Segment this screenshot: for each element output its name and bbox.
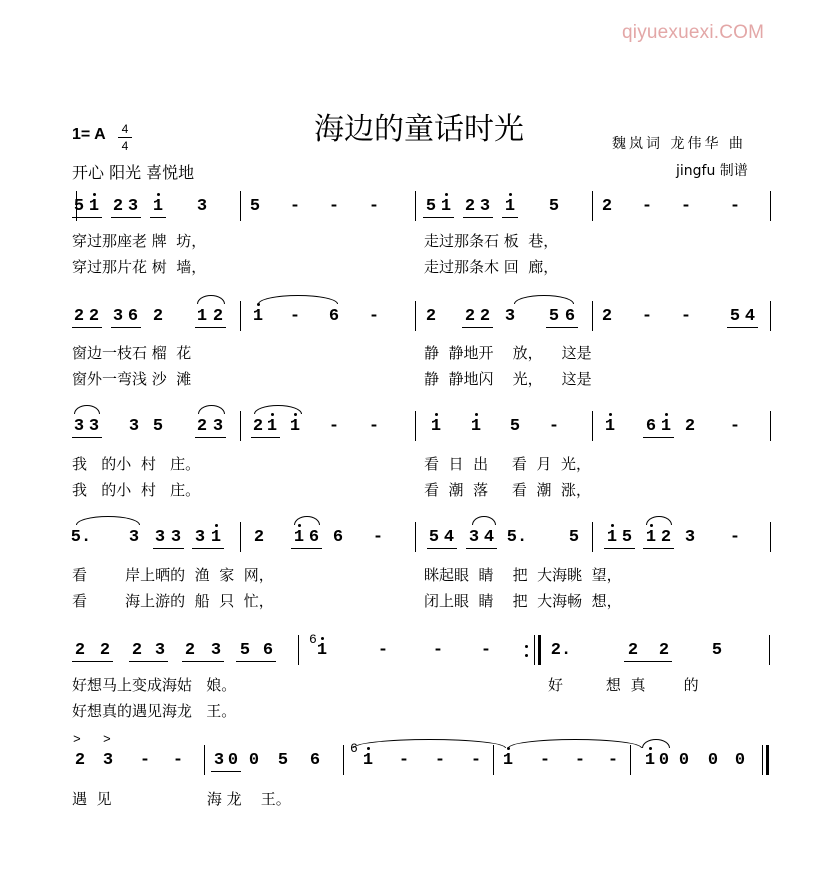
note: 0 xyxy=(248,751,260,770)
tie-slur xyxy=(198,405,225,414)
lyric-line: 看 日 出 看 月 光， xyxy=(424,455,591,473)
final-bar-line xyxy=(766,745,769,775)
bar-line xyxy=(240,301,241,331)
note: 5 xyxy=(239,641,251,660)
beam-underline xyxy=(423,217,454,218)
lyric-line: 窗边一枝石 榴 花 xyxy=(72,344,192,362)
sustain-dash: - xyxy=(289,307,301,326)
note: 6 xyxy=(127,307,139,326)
note: 3 xyxy=(154,641,166,660)
tie-slur xyxy=(74,405,100,414)
sustain-dash: - xyxy=(729,417,741,436)
beam-underline xyxy=(727,327,758,328)
bar-line xyxy=(343,745,344,775)
bar-line xyxy=(240,522,241,552)
tie-slur xyxy=(642,739,670,748)
note: 2 xyxy=(479,307,491,326)
octave-dot xyxy=(611,524,614,527)
note: 2 xyxy=(684,417,696,436)
note: 1 xyxy=(470,417,482,436)
note: 2 xyxy=(425,307,437,326)
note: 3 xyxy=(684,528,696,547)
lyric-line: 穿过那片花 树 墙， xyxy=(72,258,207,276)
note: 6 xyxy=(309,751,321,770)
octave-dot xyxy=(157,193,160,196)
breath-mark: 6 xyxy=(309,632,317,647)
note: 3 xyxy=(88,417,100,436)
lyric-line: 好想真的遇见海龙 王。 xyxy=(72,702,237,720)
note: 1 xyxy=(316,641,328,660)
sustain-dash: - xyxy=(607,751,619,770)
bar-line xyxy=(770,301,771,331)
note: 1 xyxy=(152,197,164,216)
sustain-dash: - xyxy=(368,417,380,436)
beam-underline xyxy=(111,327,141,328)
bar-line xyxy=(630,745,631,775)
note: 2 xyxy=(601,307,613,326)
sustain-dash: - xyxy=(328,197,340,216)
note: 2 xyxy=(131,641,143,660)
tie-slur xyxy=(258,295,338,304)
octave-dot xyxy=(321,637,324,640)
tie-slur xyxy=(646,516,672,525)
beam-underline xyxy=(643,548,674,549)
tie-slur xyxy=(254,405,302,414)
repeat-dot xyxy=(525,654,528,657)
note: 1 xyxy=(604,417,616,436)
bar-line xyxy=(415,411,416,441)
sustain-dash: - xyxy=(289,197,301,216)
lyric-line: 好想马上变成海姑 娘。 xyxy=(72,676,237,694)
note: 3 xyxy=(102,751,114,770)
lyric-line: 闭上眼 睛 把 大海畅 想， xyxy=(424,592,622,610)
song-title: 海边的童话时光 xyxy=(314,112,524,147)
note: 1 xyxy=(196,307,208,326)
beam-underline xyxy=(502,217,518,218)
lyric-line: 遇 见 海 龙 王。 xyxy=(72,790,291,808)
octave-dot xyxy=(475,413,478,416)
note: 6 xyxy=(645,417,657,436)
note: 5 xyxy=(548,197,560,216)
note: 0 xyxy=(678,751,690,770)
octave-dot xyxy=(435,413,438,416)
beam-underline xyxy=(150,217,166,218)
note: 5 xyxy=(73,197,85,216)
note: 2 xyxy=(660,528,672,547)
note: 5 xyxy=(729,307,741,326)
octave-dot xyxy=(93,193,96,196)
accent-mark: > xyxy=(73,732,81,747)
tie-slur xyxy=(294,516,320,525)
note: 2 xyxy=(252,417,264,436)
beam-underline xyxy=(427,548,457,549)
beam-underline xyxy=(236,661,276,662)
bar-line xyxy=(415,301,416,331)
note: 3 xyxy=(170,528,182,547)
note: 3 xyxy=(212,417,224,436)
beam-underline xyxy=(153,548,184,549)
beam-underline xyxy=(211,771,241,772)
sustain-dash: - xyxy=(398,751,410,770)
beam-underline xyxy=(182,661,224,662)
note: 2 xyxy=(73,307,85,326)
note: 5 xyxy=(428,528,440,547)
note: 0 xyxy=(734,751,746,770)
note: 1 xyxy=(289,417,301,436)
bar-line xyxy=(240,411,241,441)
note: 4 xyxy=(443,528,455,547)
note: 2 xyxy=(464,197,476,216)
lyric-line: 好 想 真 的 xyxy=(548,676,699,694)
beam-underline xyxy=(291,548,322,549)
beam-underline xyxy=(72,437,102,438)
note: 3 xyxy=(127,197,139,216)
note: 3 xyxy=(468,528,480,547)
bar-line xyxy=(240,191,241,221)
note: 1 xyxy=(606,528,618,547)
octave-dot xyxy=(609,413,612,416)
sustain-dash: - xyxy=(372,528,384,547)
octave-dot xyxy=(215,524,218,527)
note: 2 xyxy=(601,197,613,216)
beam-underline xyxy=(72,327,102,328)
note: 2 xyxy=(196,417,208,436)
beam-underline xyxy=(463,217,493,218)
tempo-mood: 开心 阳光 喜悦地 xyxy=(72,163,195,182)
note: 2 xyxy=(88,307,100,326)
lyric-line: 走过那条木 回 廊， xyxy=(424,258,559,276)
lyric-line: 静 静地开 放， 这是 xyxy=(424,344,592,362)
note: 1 xyxy=(504,197,516,216)
bar-line xyxy=(769,635,770,665)
bar-line xyxy=(770,411,771,441)
octave-dot xyxy=(509,193,512,196)
bar-line xyxy=(592,301,593,331)
sustain-dash: - xyxy=(680,307,692,326)
note: 3 xyxy=(112,307,124,326)
beam-underline xyxy=(192,548,224,549)
note: 5 xyxy=(509,417,521,436)
note: 1 xyxy=(293,528,305,547)
lyric-line: 我 的小 村 庄。 xyxy=(72,481,201,499)
note: 2 xyxy=(152,307,164,326)
sustain-dash: - xyxy=(480,641,492,660)
note: 2 xyxy=(74,641,86,660)
note: 6 xyxy=(308,528,320,547)
bar-line xyxy=(415,191,416,221)
note: 6 xyxy=(328,307,340,326)
site-watermark: qiyuexuexi.COM xyxy=(622,22,765,43)
sustain-dash: - xyxy=(368,197,380,216)
bar-line xyxy=(493,745,494,775)
bar-line xyxy=(592,191,593,221)
beam-underline xyxy=(466,548,497,549)
note: 3 xyxy=(154,528,166,547)
beam-underline xyxy=(129,661,168,662)
arranger-credit: jingfu 制谱 xyxy=(676,163,748,179)
bar-line xyxy=(762,745,763,775)
note: 2 xyxy=(212,307,224,326)
bar-line xyxy=(770,191,771,221)
note: 0 xyxy=(227,751,239,770)
bar-line xyxy=(298,635,299,665)
note: 5 xyxy=(568,528,580,547)
note: 2 xyxy=(627,641,639,660)
note: 1 xyxy=(252,307,264,326)
sustain-dash: - xyxy=(641,307,653,326)
sustain-dash: - xyxy=(470,751,482,770)
sustain-dash: - xyxy=(368,307,380,326)
note: 5 xyxy=(711,641,723,660)
note: 1 xyxy=(645,528,657,547)
note: 3 xyxy=(504,307,516,326)
note: 6 xyxy=(262,641,274,660)
repeat-dot xyxy=(525,645,528,648)
note: 3 xyxy=(128,528,140,547)
note: 3 xyxy=(194,528,206,547)
beam-underline xyxy=(462,327,493,328)
lyric-line: 窗外一弯浅 沙 滩 xyxy=(72,370,192,388)
sustain-dash: - xyxy=(729,528,741,547)
tie-slur xyxy=(197,295,225,304)
lyric-line: 眯起眼 睛 把 大海眺 望， xyxy=(424,566,622,584)
note: 3 xyxy=(73,417,85,436)
bar-line xyxy=(415,522,416,552)
beam-underline xyxy=(195,437,226,438)
breath-mark: 6 xyxy=(350,741,358,756)
octave-dot xyxy=(445,193,448,196)
beam-underline xyxy=(624,661,672,662)
lyric-line: 静 静地闪 光， 这是 xyxy=(424,370,592,388)
note: 4 xyxy=(744,307,756,326)
note: 5. xyxy=(70,528,92,547)
note: 1 xyxy=(430,417,442,436)
sustain-dash: - xyxy=(172,751,184,770)
note: 1 xyxy=(660,417,672,436)
note: 2 xyxy=(464,307,476,326)
meter-top: 4 xyxy=(121,122,129,136)
beam-underline xyxy=(195,327,226,328)
lyric-line: 看 海上游的 船 只 忙， xyxy=(72,592,274,610)
sustain-dash: - xyxy=(139,751,151,770)
note: 3 xyxy=(128,417,140,436)
note: 4 xyxy=(483,528,495,547)
note: 0 xyxy=(658,751,670,770)
note: 2 xyxy=(112,197,124,216)
tie-slur xyxy=(472,516,496,525)
bar-line xyxy=(76,191,77,221)
note: 6 xyxy=(332,528,344,547)
time-signature xyxy=(118,122,132,153)
octave-dot xyxy=(665,413,668,416)
note: 1 xyxy=(440,197,452,216)
sustain-dash: - xyxy=(641,197,653,216)
note: 0 xyxy=(707,751,719,770)
sustain-dash: - xyxy=(574,751,586,770)
lyricist-composer: 魏岚词 龙伟华 曲 xyxy=(612,136,746,152)
key-signature: 1= A xyxy=(72,126,106,143)
note: 3 xyxy=(210,641,222,660)
note: 1 xyxy=(88,197,100,216)
lyric-line: 看 岸上晒的 渔 家 网， xyxy=(72,566,274,584)
note: 2 xyxy=(658,641,670,660)
note: 1 xyxy=(362,751,374,770)
accent-mark: > xyxy=(103,732,111,747)
beam-underline xyxy=(72,661,113,662)
note: 5. xyxy=(506,528,528,547)
note: 1 xyxy=(502,751,514,770)
sustain-dash: - xyxy=(548,417,560,436)
note: 5 xyxy=(152,417,164,436)
note: 3 xyxy=(196,197,208,216)
beam-underline xyxy=(643,437,674,438)
note: 3 xyxy=(479,197,491,216)
sustain-dash: - xyxy=(434,751,446,770)
note: 3 xyxy=(213,751,225,770)
sustain-dash: - xyxy=(432,641,444,660)
note: 1 xyxy=(210,528,222,547)
lyric-line: 我 的小 村 庄。 xyxy=(72,455,201,473)
lyric-line: 穿过那座老 牌 坊， xyxy=(72,232,207,250)
lyric-line: 走过那条石 板 巷， xyxy=(424,232,559,250)
beam-underline xyxy=(111,217,141,218)
sustain-dash: - xyxy=(539,751,551,770)
bar-line xyxy=(592,522,593,552)
sustain-dash: - xyxy=(377,641,389,660)
note: 2 xyxy=(74,751,86,770)
note: 2 xyxy=(99,641,111,660)
bar-line xyxy=(534,635,535,665)
meter-bottom: 4 xyxy=(121,139,129,153)
note: 2. xyxy=(550,641,572,660)
note: 1 xyxy=(266,417,278,436)
bar-line xyxy=(204,745,205,775)
note: 1 xyxy=(644,751,656,770)
note: 5 xyxy=(425,197,437,216)
bar-line xyxy=(538,635,541,665)
note: 5 xyxy=(249,197,261,216)
tie-slur xyxy=(76,516,140,525)
lyric-line: 看 潮 落 看 潮 涨， xyxy=(424,481,591,499)
bar-line xyxy=(770,522,771,552)
bar-line xyxy=(592,411,593,441)
note: 5 xyxy=(621,528,633,547)
tie-slur xyxy=(508,739,642,748)
note: 2 xyxy=(253,528,265,547)
note: 6 xyxy=(564,307,576,326)
note: 2 xyxy=(184,641,196,660)
beam-underline xyxy=(546,327,578,328)
tie-slur xyxy=(514,295,574,304)
beam-underline xyxy=(604,548,635,549)
note: 5 xyxy=(277,751,289,770)
sustain-dash: - xyxy=(729,197,741,216)
sustain-dash: - xyxy=(680,197,692,216)
tie-slur xyxy=(353,739,506,748)
beam-underline xyxy=(251,437,280,438)
sustain-dash: - xyxy=(328,417,340,436)
note: 5 xyxy=(548,307,560,326)
